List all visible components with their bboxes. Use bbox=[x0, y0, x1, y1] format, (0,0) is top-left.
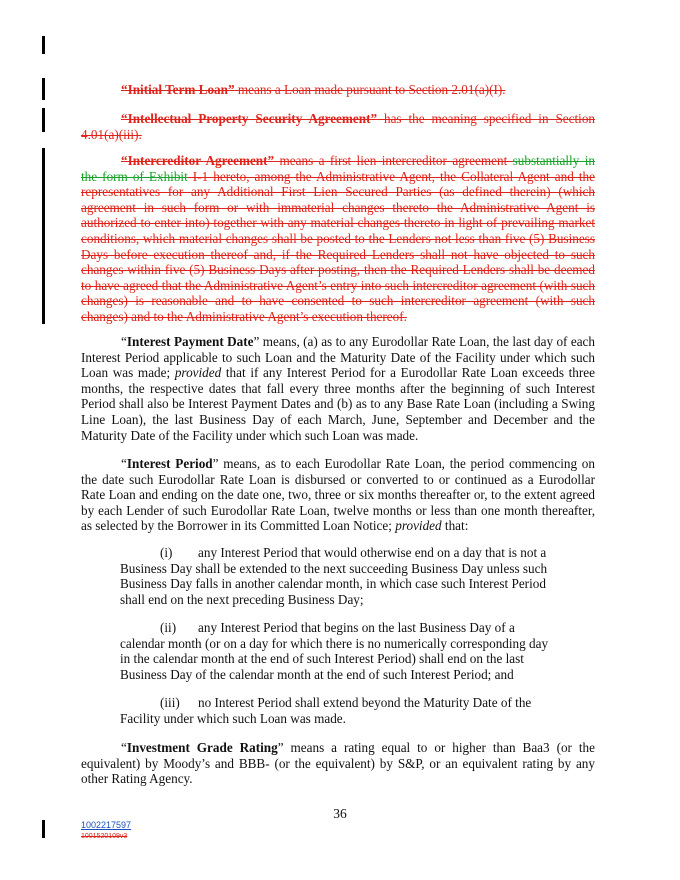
change-bar bbox=[42, 820, 45, 838]
clause-text: any Interest Period that would otherwise end on a day that is not a Business Day shall be extended to the next succeeding Business Day unless such Business Day falls in another calendar month, in which case such Interest Period shall end on the next preceding Business Day; bbox=[120, 545, 548, 607]
quote: “ bbox=[121, 740, 127, 755]
page-number: 36 bbox=[333, 806, 347, 821]
document-id bbox=[81, 820, 131, 842]
proviso: provided bbox=[395, 518, 442, 534]
definition-text: I-1 hereto, among the Administrative Agent, the Collateral Agent and the representatives for any Additional First Lien Secured Parties (as defined therein) (which agreement in such form or with immaterial changes thereto the Administrative Agent is authorized to enter into) together with any material changes thereto in light of prevailing market conditions, which material changes shall be posted to the Lenders not less than five (5) Business Days before execution thereof and, if the Required Lenders shall not have objected to such changes within five (5) Business Days after posting, then the Required Lenders shall be deemed to have agreed that the Administrative Agent’s entry into such intercreditor agreement (with such changes) is reasonable and to have consented to such intercreditor agreement (with such changes) and to the Administrative Agent’s execution thereof. bbox=[81, 168, 595, 324]
definition-text: that: bbox=[441, 518, 469, 534]
document-id-new: 1002217597 bbox=[81, 820, 132, 830]
quote: “ bbox=[121, 334, 127, 349]
definition-interest-period bbox=[81, 456, 595, 534]
definition-text: means, as to each Eurodollar Rate Loan, the period commencing on the date such Eurodollar Rate Loan is disbursed or converted to or continued as a Eurodollar Rate Loan and ending on the date one, two, three or six months thereafter or, to the extent agreed by each Lender of such Eurodollar Rate Loan, twelve months or less than one month thereafter, as selected by the Borrower in its Committed Loan Notice; bbox=[81, 456, 595, 534]
definition-text: means, (a) as to any Eurodollar Rate Loan, the last day of each Interest Period applicable to such Loan and the Maturity Date of the Facility under which such Loan was made; bbox=[81, 334, 596, 381]
term: Investment Grade Rating bbox=[126, 740, 278, 755]
change-bar bbox=[42, 36, 45, 54]
change-bar bbox=[42, 148, 45, 324]
term: “Initial Term Loan” bbox=[121, 82, 235, 97]
clause-number: (i) bbox=[160, 545, 173, 560]
proviso: provided bbox=[174, 365, 222, 381]
quote: “ bbox=[121, 456, 127, 471]
definition-intercreditor-agreement bbox=[81, 153, 595, 325]
clause-number: (iii) bbox=[160, 695, 180, 710]
quote: ” bbox=[277, 740, 284, 755]
quote: ” bbox=[212, 456, 219, 471]
clause-number: (ii) bbox=[160, 620, 177, 635]
clause-text: no Interest Period shall extend beyond the Maturity Date of the Facility under which such Loan was made. bbox=[120, 695, 532, 726]
moved-text: substantially in the form of Exhibit bbox=[81, 153, 595, 184]
term: “Intercreditor Agreement” bbox=[121, 153, 275, 168]
definition-interest-payment-date bbox=[81, 334, 595, 443]
quote: ” bbox=[253, 334, 260, 349]
term: “Intellectual Property Security Agreement” bbox=[121, 111, 378, 126]
definition-text: means a first lien intercreditor agreement bbox=[274, 153, 513, 168]
change-bar bbox=[42, 108, 45, 132]
definition-text: that if any Interest Period for a Eurodollar Rate Loan exceeds three months, the respective dates that fall every three months after the beginning of such Interest Period shall also be Interest Payment Dates and (b) as to any Base Rate Loan (including a Swing Line Loan), the last Business Day of each March, June, September and December and the Maturity Date of the Facility under which such Loan was made. bbox=[81, 365, 596, 443]
definition-initial-term-loan bbox=[81, 82, 595, 98]
definition-investment-grade-rating bbox=[81, 740, 595, 787]
clause-text: any Interest Period that begins on the last Business Day of a calendar month (or on a day for which there is no numerically corresponding day in the calendar month at the end of such Interest Period) shall end on the last Business Day of the calendar month at the end of such Interest Period; and bbox=[120, 620, 549, 682]
definition-text: means a Loan made pursuant to Section 2.01(a)(I). bbox=[234, 82, 506, 97]
definition-ip-security-agreement bbox=[81, 111, 595, 142]
document-id-old: 1001520109v3 bbox=[81, 833, 128, 840]
definition-text: means a rating equal to or higher than Baa3 (or the equivalent) by Moody’s and BBB- (or the equivalent) by S&P, or an equivalent rating by any other Rating Agency. bbox=[81, 740, 595, 787]
clause-i bbox=[120, 545, 556, 607]
change-bar bbox=[42, 78, 45, 100]
term: Interest Payment Date bbox=[126, 334, 254, 349]
clause-iii bbox=[120, 695, 556, 726]
clause-ii bbox=[120, 620, 556, 682]
term: Interest Period bbox=[126, 456, 213, 471]
definition-text: has the meaning specified in Section 4.01(a)(iii). bbox=[81, 111, 596, 142]
